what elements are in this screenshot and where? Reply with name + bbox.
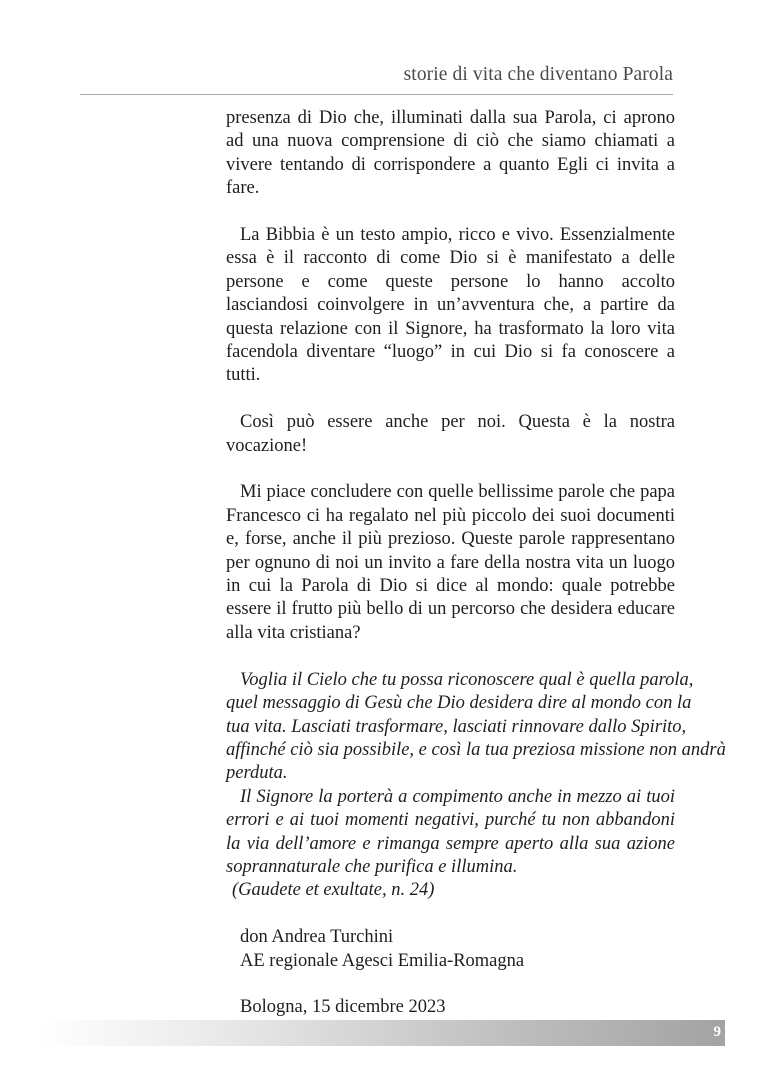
text-line: Francesco ci ha regalato nel più piccolo dei suoi documenti [226,505,675,526]
header-rule [80,94,673,95]
quote-line: soprannaturale che purifica e illumina. [226,856,518,877]
text-line: Mi piace concludere con quelle bellissime parole che papa [240,482,675,503]
quote-line: Il Signore la porterà a compimento anche in mezzo ai tuoi [240,786,675,807]
text-line: per ognuno di noi un invito a fare della nostra vita un luogo [226,552,675,573]
quote-line: perduta. [226,763,288,784]
text-line: tutti. [226,365,261,386]
text-line: presenza di Dio che, illuminati dalla sua Parola, ci aprono [226,108,675,128]
text-line: essa è il racconto di come Dio si è manifestato a delle [226,248,675,269]
author-role: AE regionale Agesci Emilia-Romagna [240,950,525,971]
text-line: fare. [226,178,260,199]
text-line: vocazione! [226,435,308,456]
place-date: Bologna, 15 dicembre 2023 [240,997,446,1018]
text-line: questa relazione con il Signore, ha trasformato la loro vita [226,318,675,339]
quote-line: affinché ciò sia possibile, e così la tua preziosa missione non andrà [226,739,726,760]
quote-line: Voglia il Cielo che tu possa riconoscere qual è quella parola, [240,669,694,690]
quote-citation: (Gaudete et exultate, n. 24) [232,880,435,901]
text-line: in cui la Parola di Dio si dice al mondo: quale potrebbe [226,576,675,597]
quote-line: quel messaggio di Gesù che Dio desidera dire al mondo con la [226,693,692,714]
author-name: don Andrea Turchini [240,927,394,948]
text-line: essere il frutto più bello di un percorso che desidera educare [226,599,675,620]
text-line: ad una nuova comprensione di ciò che siamo chiamati a [226,131,675,152]
page-number: 9 [713,1024,721,1040]
text-line: e, forse, anche il più prezioso. Queste parole rappresentano [226,529,675,550]
paragraph-1 [226,107,675,201]
paragraph-3 [226,411,675,458]
paragraph-4 [226,481,675,645]
quote-line: errori e ai tuoi momenti negativi, purché tu non abbandoni [226,810,675,831]
text-column [226,107,726,1020]
footer-bar [40,1020,725,1046]
signature-block [240,926,675,973]
text-line: vivere tentando di corrispondere a quanto Egli ci invita a [226,154,675,175]
block-quote [226,669,726,903]
text-line: La Bibbia è un testo ampio, ricco e vivo. Essenzialmente [240,225,675,246]
quote-line: la via dell’amore e rimanga sempre aperto alla sua azione [226,833,675,854]
text-line: persone e come queste persone lo hanno accolto [226,271,675,292]
paragraph-2 [226,224,675,388]
text-line: lasciandosi coinvolgere in un’avventura che, a partire da [226,295,675,316]
quote-line: tua vita. Lasciati trasformare, lasciati rinnovare dallo Spirito, [226,716,687,737]
running-header-title: storie di vita che diventano Parola [403,64,673,85]
text-line: alla vita cristiana? [226,622,361,643]
text-line: Così può essere anche per noi. Questa è la nostra [240,412,675,433]
text-line: facendola diventare “luogo” in cui Dio si fa conoscere a [226,342,675,363]
